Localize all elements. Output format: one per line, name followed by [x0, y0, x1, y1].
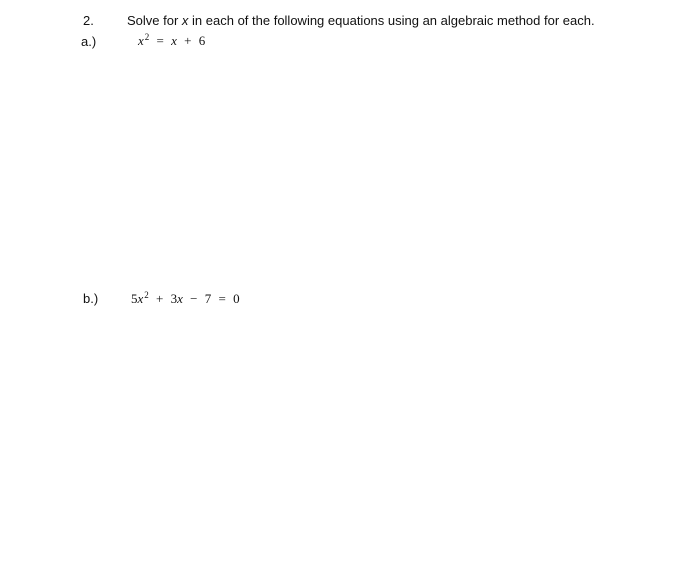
part-a-rhs-constant: 6 [198, 33, 206, 48]
part-b-plus-sign: + [156, 291, 164, 306]
question-prompt-variable: x [181, 13, 189, 28]
question-prompt [127, 13, 595, 29]
part-b-rhs-value: 0 [233, 291, 240, 306]
question-prompt-end: in each of the following equations using an algebraic method for each. [188, 13, 595, 28]
question-number: 2. [83, 13, 94, 28]
part-a-plus-sign: + [184, 33, 192, 48]
part-b-equals-sign: = [218, 291, 226, 306]
part-b-label: b.) [83, 291, 99, 306]
part-b-coefficient-1: 5 [131, 291, 138, 306]
part-b-equation [131, 291, 240, 308]
part-b-constant: 7 [204, 291, 212, 306]
part-a-rhs-variable: x [171, 33, 177, 48]
part-a-lhs-exponent: 2 [144, 32, 150, 42]
part-b-exponent-1: 2 [144, 290, 149, 300]
part-b-coefficient-2: 3 [170, 291, 178, 306]
question-prompt-start: Solve for [127, 13, 182, 28]
part-a-label: a.) [81, 34, 97, 49]
part-b-variable-2: x [177, 291, 183, 306]
part-a-lhs-variable: x [138, 33, 144, 48]
part-a-equals-sign: = [156, 33, 164, 48]
part-a-equation [138, 33, 205, 50]
part-b-variable-1: x [137, 291, 144, 306]
part-b-minus-sign: − [190, 291, 198, 306]
